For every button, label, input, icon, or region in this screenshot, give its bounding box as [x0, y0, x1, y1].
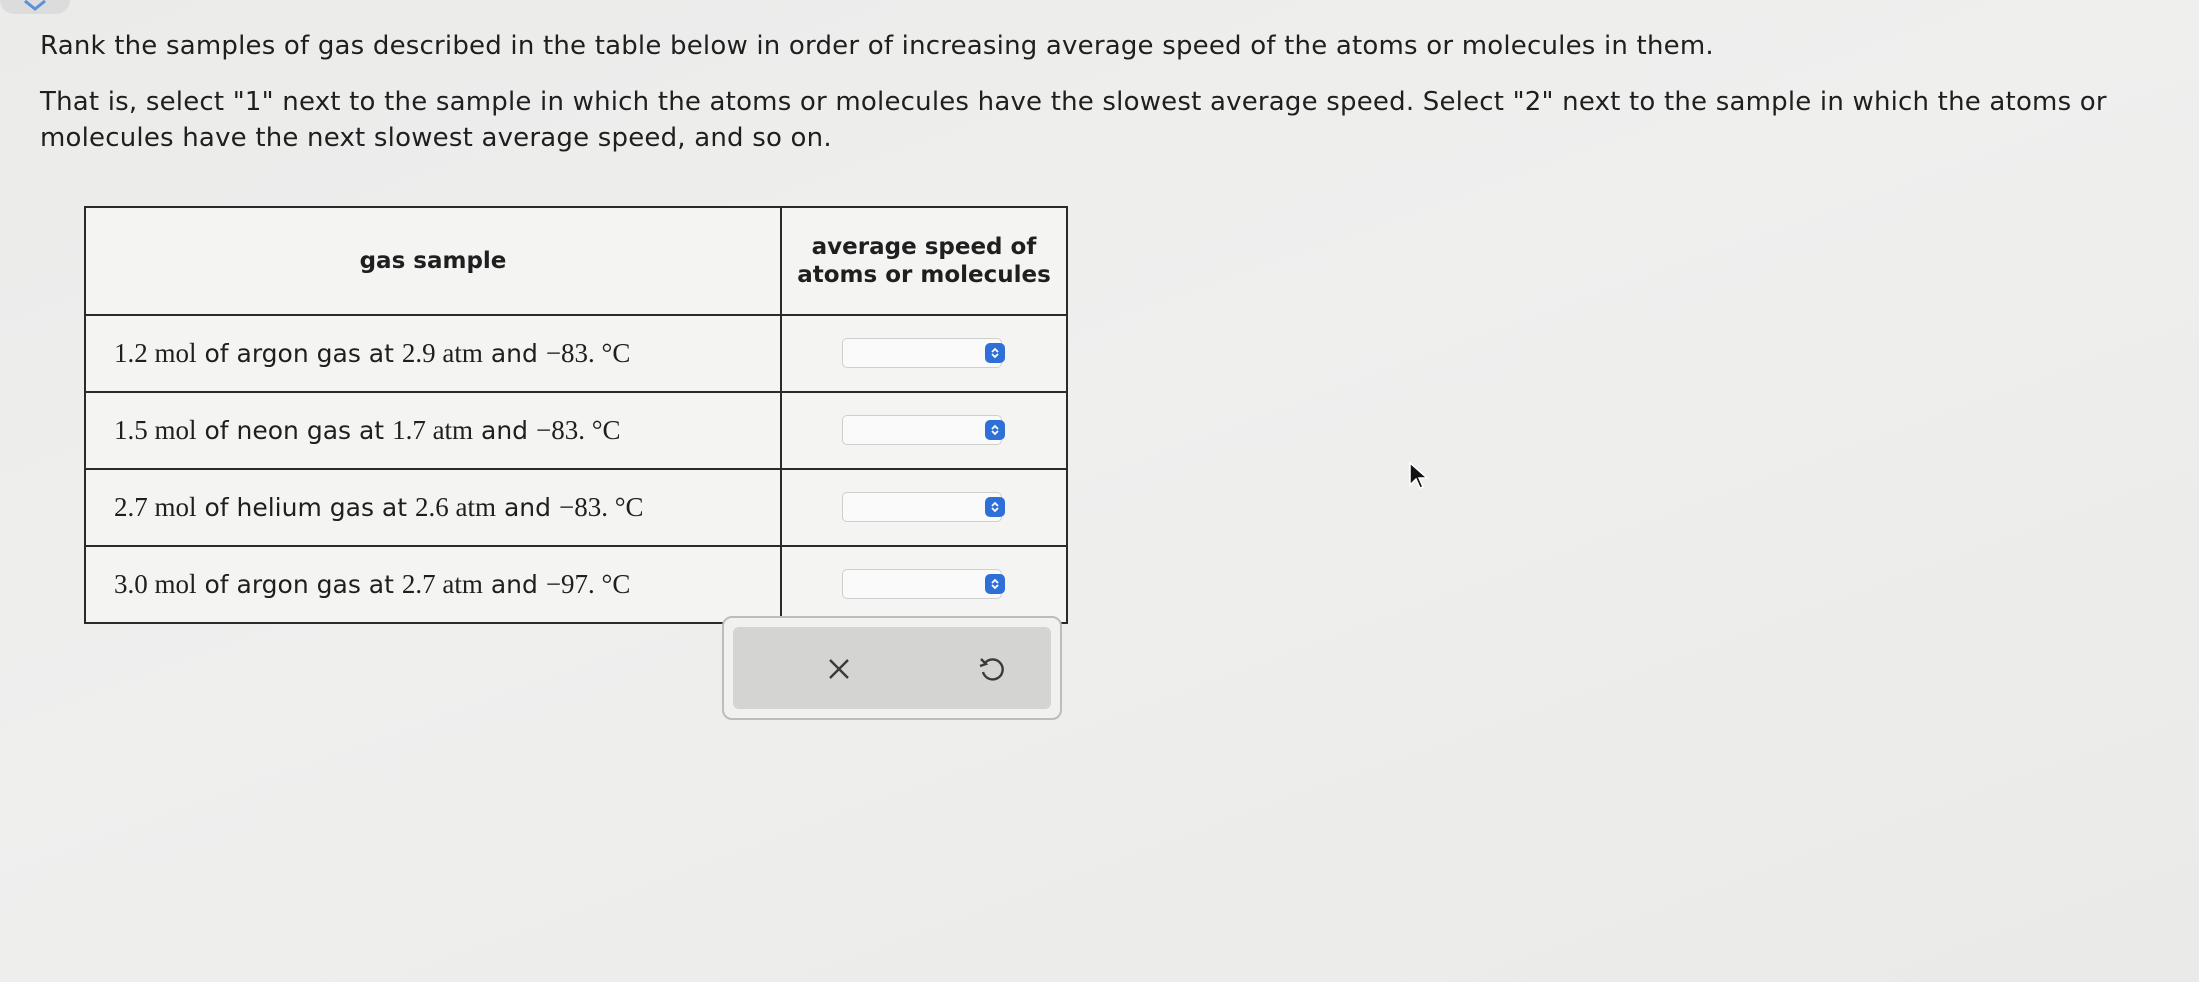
sample-pressure: 1.7 atm	[392, 415, 474, 445]
stepper-icon[interactable]	[985, 420, 1005, 440]
chevron-down-icon	[22, 0, 48, 12]
clear-button[interactable]	[817, 647, 861, 691]
instruction-line-2: That is, select "1" next to the sample in which the atoms or molecules have the slowest average speed. Select "2" next to the sample in which the atoms or molecules have the next slowest average speed, and so on.	[40, 87, 2107, 153]
instructions	[40, 28, 2160, 156]
action-bar	[733, 627, 1051, 709]
answer-action-panel	[722, 616, 1062, 720]
header-speed-line1: average speed of	[811, 234, 1037, 260]
sample-temperature: −97. °C	[545, 569, 631, 599]
sample-gas: of helium gas at	[204, 493, 408, 522]
sample-amount: 2.7 mol	[114, 492, 197, 522]
gas-sample-cell	[85, 392, 781, 469]
stepper-icon[interactable]	[985, 343, 1005, 363]
table-row	[85, 469, 1067, 546]
table-header-row	[85, 207, 1067, 315]
sample-amount: 1.2 mol	[114, 338, 197, 368]
sample-amount: 3.0 mol	[114, 569, 197, 599]
sample-and: and	[490, 570, 538, 599]
rank-select[interactable]	[842, 492, 1002, 522]
ranking-table	[84, 206, 1068, 624]
stepper-icon[interactable]	[985, 497, 1005, 517]
sample-and: and	[481, 416, 529, 445]
sample-temperature: −83. °C	[545, 338, 631, 368]
sample-gas: of argon gas at	[204, 339, 394, 368]
stepper-icon[interactable]	[985, 574, 1005, 594]
rank-cell	[781, 546, 1067, 623]
rank-select[interactable]	[842, 569, 1002, 599]
sample-temperature: −83. °C	[536, 415, 621, 445]
sample-gas: of neon gas at	[204, 416, 385, 445]
table-row	[85, 546, 1067, 623]
gas-sample-cell	[85, 546, 781, 623]
table-row	[85, 315, 1067, 392]
sample-and: and	[503, 493, 552, 522]
sample-pressure: 2.7 atm	[401, 569, 483, 599]
sample-and: and	[490, 339, 538, 368]
rank-cell	[781, 392, 1067, 469]
header-gas-sample: gas sample	[85, 207, 781, 315]
instruction-line-1: Rank the samples of gas described in the table below in order of increasing average speed of the atoms or molecules in them.	[40, 31, 1714, 61]
sample-pressure: 2.6 atm	[415, 492, 497, 522]
rank-select[interactable]	[842, 415, 1002, 445]
table-row	[85, 392, 1067, 469]
header-speed-line2: atoms or molecules	[797, 262, 1051, 288]
sample-pressure: 2.9 atm	[401, 338, 483, 368]
sample-amount: 1.5 mol	[114, 415, 197, 445]
mouse-cursor-icon	[1408, 461, 1430, 491]
collapse-tab[interactable]	[0, 0, 70, 14]
reset-button[interactable]	[969, 647, 1013, 691]
gas-sample-cell	[85, 469, 781, 546]
rank-cell	[781, 469, 1067, 546]
sample-gas: of argon gas at	[204, 570, 394, 599]
sample-temperature: −83. °C	[558, 492, 644, 522]
undo-icon	[977, 654, 1005, 684]
rank-select[interactable]	[842, 338, 1002, 368]
rank-cell	[781, 315, 1067, 392]
close-icon	[826, 656, 852, 682]
gas-sample-cell	[85, 315, 781, 392]
header-average-speed	[781, 207, 1067, 315]
